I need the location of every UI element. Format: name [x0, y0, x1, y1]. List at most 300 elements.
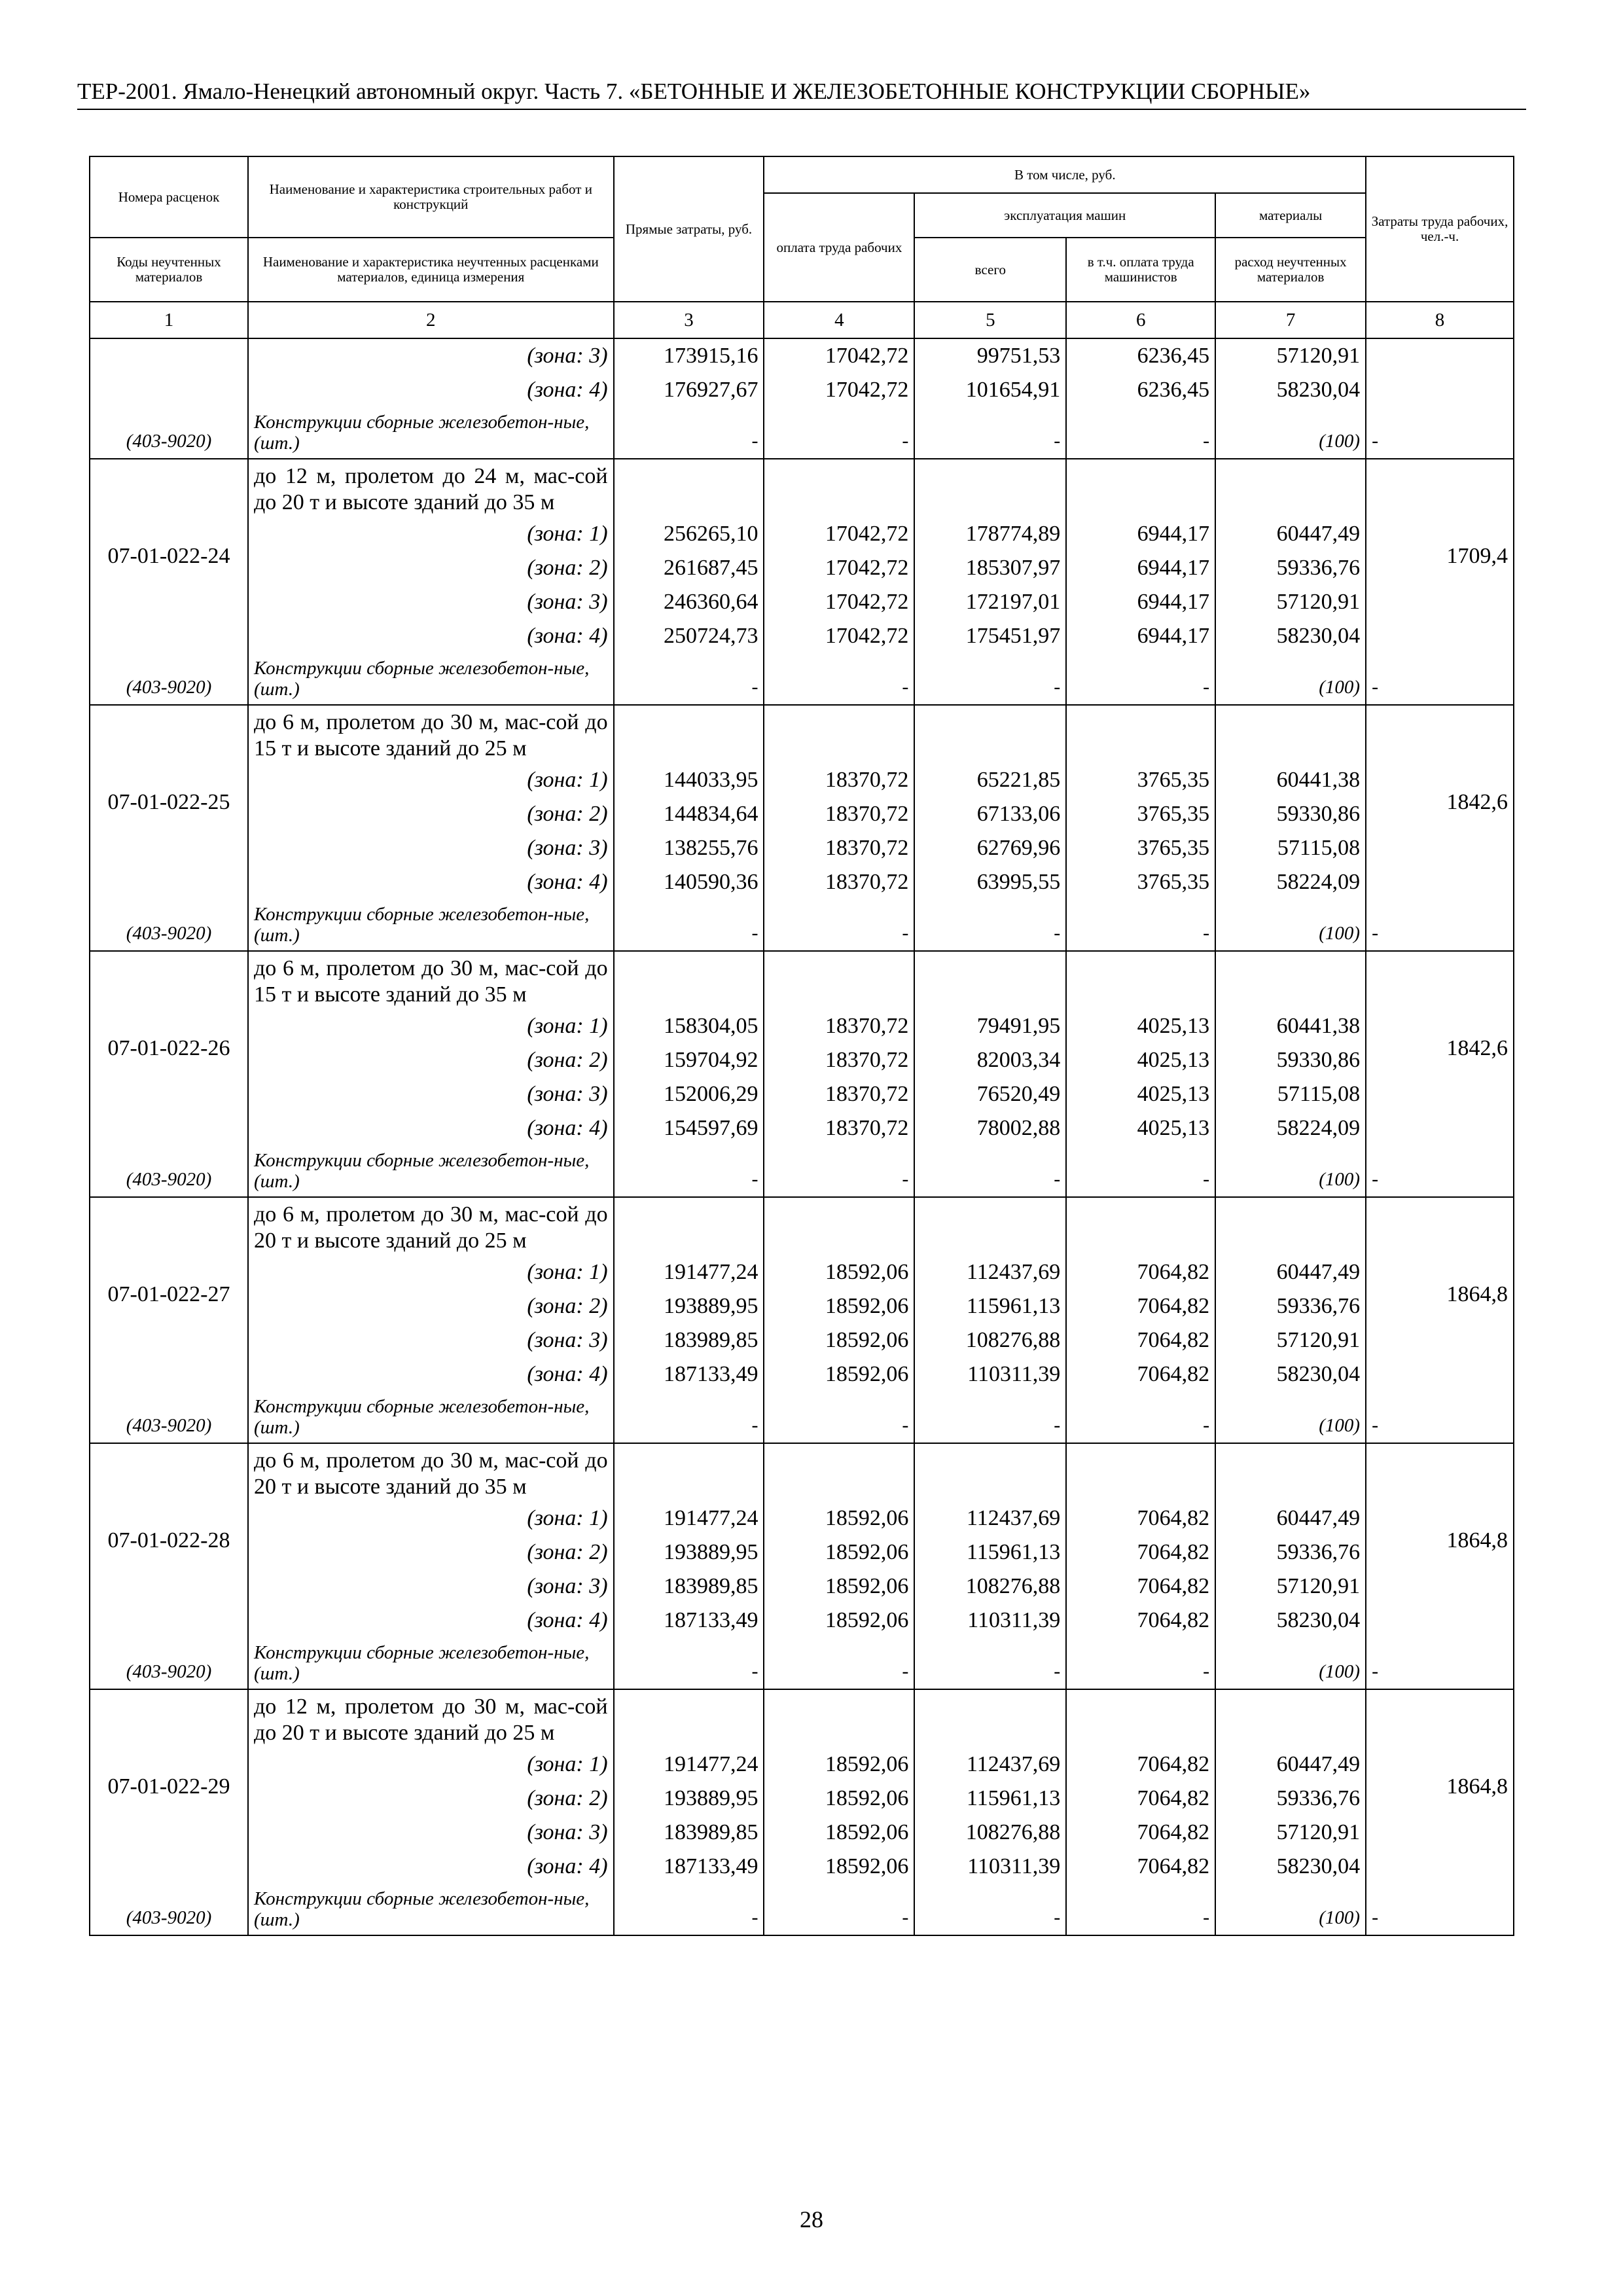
- empty-cell: [764, 1689, 914, 1748]
- machines-total-cell: 185307,97: [914, 551, 1066, 585]
- empty-cell: [1215, 951, 1366, 1009]
- materials-cell: 60447,49: [1215, 1748, 1366, 1782]
- labor-pay-cell: 17042,72: [764, 517, 914, 551]
- table-row: [90, 1782, 1514, 1816]
- empty-cell: [1215, 1197, 1366, 1255]
- empty-cell: [764, 705, 914, 763]
- labor-pay-cell: 18592,06: [764, 1748, 914, 1782]
- machines-total-dash: -: [914, 1391, 1066, 1443]
- empty-cell: [914, 951, 1066, 1009]
- labor-pay-cell: 18592,06: [764, 1535, 914, 1570]
- direct-costs-dash: -: [614, 1638, 764, 1689]
- rate-number: 07-01-022-29: [90, 1689, 248, 1884]
- zone-label: (зона: 1): [248, 1255, 614, 1289]
- machines-total-cell: 115961,13: [914, 1289, 1066, 1323]
- empty-cell: [614, 1197, 764, 1255]
- rate-number-cell: [90, 338, 248, 407]
- materials-cell: 57120,91: [1215, 1323, 1366, 1357]
- machinist-pay-cell: 7064,82: [1066, 1850, 1215, 1884]
- table-row: [90, 797, 1514, 831]
- col-num-2: 2: [248, 302, 614, 338]
- work-description: до 6 м, пролетом до 30 м, мас-сой до 20 т и высоте зданий до 25 м: [248, 1197, 614, 1255]
- col-machines-total-header: всего: [914, 238, 1066, 302]
- machines-total-dash: -: [914, 1884, 1066, 1935]
- zone-label: (зона: 1): [248, 763, 614, 797]
- machinist-pay-cell: 3765,35: [1066, 763, 1215, 797]
- direct-costs-cell: 140590,36: [614, 865, 764, 899]
- rate-number: 07-01-022-26: [90, 951, 248, 1145]
- direct-costs-cell: 191477,24: [614, 1501, 764, 1535]
- labor-pay-cell: 18592,06: [764, 1323, 914, 1357]
- labor-hours-dash: -: [1366, 1145, 1514, 1197]
- table-row: [90, 619, 1514, 653]
- table-row: [90, 1391, 1514, 1443]
- table-row: [90, 899, 1514, 951]
- machines-total-cell: 82003,34: [914, 1043, 1066, 1077]
- materials-cell: 57120,91: [1215, 338, 1366, 373]
- empty-cell: [614, 459, 764, 517]
- zone-label: (зона: 2): [248, 1289, 614, 1323]
- direct-costs-cell: 158304,05: [614, 1009, 764, 1043]
- direct-costs-cell: 152006,29: [614, 1077, 764, 1111]
- machines-total-dash: -: [914, 407, 1066, 459]
- materials-cell: 60441,38: [1215, 1009, 1366, 1043]
- table-row: [90, 338, 1514, 373]
- labor-hours: 1864,8: [1366, 1689, 1514, 1884]
- material-name: Конструкции сборные железобетон-ные, (шт.): [248, 1884, 614, 1935]
- materials-cell: 57120,91: [1215, 1570, 1366, 1604]
- empty-cell: [614, 1689, 764, 1748]
- zone-label: (зона: 1): [248, 1009, 614, 1043]
- labor-hours: 1709,4: [1366, 459, 1514, 653]
- labor-pay-dash: -: [764, 1391, 914, 1443]
- machines-total-cell: 112437,69: [914, 1748, 1066, 1782]
- machines-total-cell: 108276,88: [914, 1816, 1066, 1850]
- table-row: [90, 517, 1514, 551]
- zone-label: (зона: 4): [248, 619, 614, 653]
- table-row: [90, 1884, 1514, 1935]
- machinist-pay-cell: 7064,82: [1066, 1570, 1215, 1604]
- material-name: Конструкции сборные железобетон-ные, (шт.): [248, 1638, 614, 1689]
- labor-pay-cell: 17042,72: [764, 585, 914, 619]
- machinist-pay-cell: 6236,45: [1066, 373, 1215, 407]
- materials-cell: 57120,91: [1215, 1816, 1366, 1850]
- machines-total-cell: 65221,85: [914, 763, 1066, 797]
- materials-cell: 58230,04: [1215, 1850, 1366, 1884]
- labor-hours: 1864,8: [1366, 1443, 1514, 1638]
- labor-pay-cell: 18370,72: [764, 1077, 914, 1111]
- empty-cell: [1066, 951, 1215, 1009]
- empty-cell: [1066, 705, 1215, 763]
- table-row: [90, 865, 1514, 899]
- col-num-8: 8: [1366, 302, 1514, 338]
- machines-total-cell: 99751,53: [914, 338, 1066, 373]
- machines-total-cell: 101654,91: [914, 373, 1066, 407]
- material-quantity: (100): [1215, 407, 1366, 459]
- machinist-pay-cell: 7064,82: [1066, 1535, 1215, 1570]
- machinist-pay-cell: 7064,82: [1066, 1255, 1215, 1289]
- col-num-1: 1: [90, 302, 248, 338]
- machines-total-cell: 108276,88: [914, 1323, 1066, 1357]
- empty-cell: [1066, 1443, 1215, 1501]
- empty-cell: [1066, 1197, 1215, 1255]
- direct-costs-cell: 193889,95: [614, 1782, 764, 1816]
- table-row: [90, 551, 1514, 585]
- labor-pay-cell: 18592,06: [764, 1604, 914, 1638]
- labor-pay-cell: 18592,06: [764, 1357, 914, 1391]
- page-number: 28: [800, 2206, 823, 2233]
- direct-costs-cell: 159704,92: [614, 1043, 764, 1077]
- empty-cell: [614, 1443, 764, 1501]
- direct-costs-cell: 187133,49: [614, 1850, 764, 1884]
- materials-cell: 59336,76: [1215, 1782, 1366, 1816]
- zone-label: (зона: 3): [248, 1077, 614, 1111]
- direct-costs-cell: 183989,85: [614, 1323, 764, 1357]
- empty-cell: [764, 459, 914, 517]
- labor-hours: 1842,6: [1366, 951, 1514, 1145]
- materials-cell: 60447,49: [1215, 1255, 1366, 1289]
- labor-pay-dash: -: [764, 1638, 914, 1689]
- table-row: [90, 1111, 1514, 1145]
- direct-costs-dash: -: [614, 1145, 764, 1197]
- empty-cell: [914, 1443, 1066, 1501]
- work-description: до 12 м, пролетом до 30 м, мас-сой до 20 т и высоте зданий до 25 м: [248, 1689, 614, 1748]
- direct-costs-dash: -: [614, 1884, 764, 1935]
- direct-costs-cell: 187133,49: [614, 1604, 764, 1638]
- machines-total-cell: 115961,13: [914, 1535, 1066, 1570]
- labor-pay-cell: 18370,72: [764, 831, 914, 865]
- table-row: [90, 459, 1514, 517]
- labor-pay-cell: 17042,72: [764, 338, 914, 373]
- zone-label: (зона: 4): [248, 373, 614, 407]
- zone-label: (зона: 4): [248, 865, 614, 899]
- material-code: (403-9020): [90, 1145, 248, 1197]
- machinist-pay-dash: -: [1066, 1145, 1215, 1197]
- material-code: (403-9020): [90, 1638, 248, 1689]
- table-row: [90, 1850, 1514, 1884]
- empty-cell: [764, 951, 914, 1009]
- machinist-pay-cell: 7064,82: [1066, 1323, 1215, 1357]
- direct-costs-dash: -: [614, 653, 764, 705]
- empty-cell: [914, 1197, 1066, 1255]
- materials-cell: 60441,38: [1215, 763, 1366, 797]
- table-row: [90, 407, 1514, 459]
- machines-total-dash: -: [914, 899, 1066, 951]
- table-row: [90, 831, 1514, 865]
- labor-pay-dash: -: [764, 1884, 914, 1935]
- col-num-6: 6: [1066, 302, 1215, 338]
- machinist-pay-cell: 6944,17: [1066, 585, 1215, 619]
- machines-total-cell: 108276,88: [914, 1570, 1066, 1604]
- machinist-pay-cell: 6944,17: [1066, 551, 1215, 585]
- zone-label: (зона: 3): [248, 585, 614, 619]
- direct-costs-cell: 144834,64: [614, 797, 764, 831]
- table-row: [90, 653, 1514, 705]
- machines-total-cell: 110311,39: [914, 1604, 1066, 1638]
- empty-cell: [1066, 1689, 1215, 1748]
- machinist-pay-cell: 6944,17: [1066, 517, 1215, 551]
- machinist-pay-cell: 7064,82: [1066, 1782, 1215, 1816]
- work-description: до 12 м, пролетом до 24 м, мас-сой до 20 т и высоте зданий до 35 м: [248, 459, 614, 517]
- materials-cell: 60447,49: [1215, 517, 1366, 551]
- table-row: [90, 1145, 1514, 1197]
- zone-label: (зона: 2): [248, 1043, 614, 1077]
- rates-table: [89, 156, 1514, 1936]
- table-row: [90, 1077, 1514, 1111]
- table-row: [90, 1443, 1514, 1501]
- machines-total-cell: 79491,95: [914, 1009, 1066, 1043]
- materials-cell: 58230,04: [1215, 619, 1366, 653]
- machines-total-cell: 115961,13: [914, 1782, 1066, 1816]
- material-quantity: (100): [1215, 1638, 1366, 1689]
- machines-total-cell: 78002,88: [914, 1111, 1066, 1145]
- materials-cell: 58230,04: [1215, 1604, 1366, 1638]
- labor-pay-cell: 17042,72: [764, 619, 914, 653]
- labor-pay-cell: 18592,06: [764, 1501, 914, 1535]
- col-material-codes-header: Коды неучтенных материалов: [90, 238, 248, 302]
- rate-number: 07-01-022-25: [90, 705, 248, 899]
- table-row: [90, 705, 1514, 763]
- zone-label: (зона: 3): [248, 831, 614, 865]
- machinist-pay-dash: -: [1066, 1638, 1215, 1689]
- machinist-pay-cell: 7064,82: [1066, 1289, 1215, 1323]
- machinist-pay-dash: -: [1066, 653, 1215, 705]
- material-quantity: (100): [1215, 899, 1366, 951]
- zone-label: (зона: 3): [248, 1816, 614, 1850]
- material-code: (403-9020): [90, 1391, 248, 1443]
- direct-costs-cell: 261687,45: [614, 551, 764, 585]
- machinist-pay-cell: 3765,35: [1066, 797, 1215, 831]
- machinist-pay-cell: 4025,13: [1066, 1009, 1215, 1043]
- table-row: [90, 951, 1514, 1009]
- zone-label: (зона: 3): [248, 1570, 614, 1604]
- labor-pay-dash: -: [764, 407, 914, 459]
- materials-cell: 59336,76: [1215, 551, 1366, 585]
- direct-costs-cell: 193889,95: [614, 1535, 764, 1570]
- material-code: (403-9020): [90, 899, 248, 951]
- materials-cell: 58224,09: [1215, 865, 1366, 899]
- zone-label: (зона: 4): [248, 1111, 614, 1145]
- direct-costs-cell: 246360,64: [614, 585, 764, 619]
- labor-pay-cell: 18370,72: [764, 763, 914, 797]
- table-row: [90, 1535, 1514, 1570]
- machinist-pay-cell: 3765,35: [1066, 831, 1215, 865]
- empty-cell: [764, 1443, 914, 1501]
- col-labor-hours-header: Затраты труда рабочих, чел.-ч.: [1366, 156, 1514, 302]
- material-name: Конструкции сборные железобетон-ные, (шт.): [248, 407, 614, 459]
- machinist-pay-dash: -: [1066, 407, 1215, 459]
- labor-pay-cell: 18592,06: [764, 1816, 914, 1850]
- direct-costs-cell: 138255,76: [614, 831, 764, 865]
- labor-hours: 1842,6: [1366, 705, 1514, 899]
- table-row: [90, 1009, 1514, 1043]
- machines-total-cell: 110311,39: [914, 1357, 1066, 1391]
- table-row: [90, 1689, 1514, 1748]
- direct-costs-cell: 183989,85: [614, 1570, 764, 1604]
- col-num-5: 5: [914, 302, 1066, 338]
- machines-total-cell: 67133,06: [914, 797, 1066, 831]
- labor-pay-cell: 18370,72: [764, 1111, 914, 1145]
- machines-total-dash: -: [914, 1638, 1066, 1689]
- material-quantity: (100): [1215, 1884, 1366, 1935]
- col-rate-number-header: Номера расценок: [90, 156, 248, 238]
- empty-cell: [614, 951, 764, 1009]
- machines-total-cell: 178774,89: [914, 517, 1066, 551]
- col-work-name-header: Наименование и характеристика строительных работ и конструкций: [248, 156, 614, 238]
- direct-costs-cell: 187133,49: [614, 1357, 764, 1391]
- zone-label: (зона: 3): [248, 338, 614, 373]
- zone-label: (зона: 4): [248, 1357, 614, 1391]
- direct-costs-cell: 183989,85: [614, 1816, 764, 1850]
- labor-pay-cell: 17042,72: [764, 373, 914, 407]
- labor-pay-cell: 18370,72: [764, 1009, 914, 1043]
- material-code: (403-9020): [90, 1884, 248, 1935]
- labor-pay-cell: 18592,06: [764, 1782, 914, 1816]
- empty-cell: [1066, 459, 1215, 517]
- machines-total-dash: -: [914, 653, 1066, 705]
- table-row: [90, 1570, 1514, 1604]
- direct-costs-cell: 191477,24: [614, 1255, 764, 1289]
- machinist-pay-cell: 7064,82: [1066, 1748, 1215, 1782]
- material-name: Конструкции сборные железобетон-ные, (шт.): [248, 899, 614, 951]
- direct-costs-cell: 154597,69: [614, 1111, 764, 1145]
- labor-pay-cell: 18370,72: [764, 797, 914, 831]
- machinist-pay-cell: 7064,82: [1066, 1357, 1215, 1391]
- direct-costs-cell: 193889,95: [614, 1289, 764, 1323]
- machinist-pay-cell: 4025,13: [1066, 1111, 1215, 1145]
- machinist-pay-dash: -: [1066, 1884, 1215, 1935]
- machines-total-cell: 76520,49: [914, 1077, 1066, 1111]
- col-num-4: 4: [764, 302, 914, 338]
- labor-pay-cell: 18370,72: [764, 865, 914, 899]
- zone-label: (зона: 1): [248, 517, 614, 551]
- machines-total-cell: 110311,39: [914, 1850, 1066, 1884]
- machines-total-cell: 112437,69: [914, 1501, 1066, 1535]
- material-quantity: (100): [1215, 1391, 1366, 1443]
- materials-cell: 57115,08: [1215, 1077, 1366, 1111]
- table-body: [90, 338, 1514, 1935]
- materials-cell: 59330,86: [1215, 1043, 1366, 1077]
- material-name: Конструкции сборные железобетон-ные, (шт.): [248, 1391, 614, 1443]
- zone-label: (зона: 2): [248, 1535, 614, 1570]
- table-row: [90, 1816, 1514, 1850]
- machinist-pay-cell: 3765,35: [1066, 865, 1215, 899]
- labor-hours-dash: -: [1366, 407, 1514, 459]
- machinist-pay-dash: -: [1066, 1391, 1215, 1443]
- table-row: [90, 585, 1514, 619]
- direct-costs-cell: 176927,67: [614, 373, 764, 407]
- direct-costs-dash: -: [614, 899, 764, 951]
- empty-cell: [614, 705, 764, 763]
- col-machinist-pay-header: в т.ч. оплата труда машинистов: [1066, 238, 1215, 302]
- table-row: [90, 1357, 1514, 1391]
- table-row: [90, 763, 1514, 797]
- labor-hours-dash: -: [1366, 899, 1514, 951]
- labor-hours-dash: -: [1366, 1391, 1514, 1443]
- materials-cell: 58230,04: [1215, 373, 1366, 407]
- empty-cell: [1215, 1689, 1366, 1748]
- work-description: до 6 м, пролетом до 30 м, мас-сой до 15 т и высоте зданий до 25 м: [248, 705, 614, 763]
- empty-cell: [1215, 459, 1366, 517]
- empty-cell: [914, 705, 1066, 763]
- materials-cell: 59336,76: [1215, 1289, 1366, 1323]
- direct-costs-cell: 144033,95: [614, 763, 764, 797]
- table-row: [90, 1638, 1514, 1689]
- labor-pay-cell: 18592,06: [764, 1570, 914, 1604]
- col-material-usage-header: расход неучтенных материалов: [1215, 238, 1366, 302]
- labor-pay-cell: 17042,72: [764, 551, 914, 585]
- machinist-pay-cell: 4025,13: [1066, 1043, 1215, 1077]
- machinist-pay-cell: 6236,45: [1066, 338, 1215, 373]
- table-row: [90, 373, 1514, 407]
- empty-cell: [914, 1689, 1066, 1748]
- materials-cell: 57115,08: [1215, 831, 1366, 865]
- zone-label: (зона: 3): [248, 1323, 614, 1357]
- empty-cell: [914, 459, 1066, 517]
- direct-costs-dash: -: [614, 1391, 764, 1443]
- zone-label: (зона: 2): [248, 1782, 614, 1816]
- labor-pay-cell: 18370,72: [764, 1043, 914, 1077]
- material-code: (403-9020): [90, 407, 248, 459]
- machines-total-cell: 172197,01: [914, 585, 1066, 619]
- col-num-7: 7: [1215, 302, 1366, 338]
- labor-hours: 1864,8: [1366, 1197, 1514, 1391]
- labor-pay-cell: 18592,06: [764, 1850, 914, 1884]
- machinist-pay-cell: 7064,82: [1066, 1604, 1215, 1638]
- labor-pay-cell: 18592,06: [764, 1289, 914, 1323]
- labor-pay-cell: 18592,06: [764, 1255, 914, 1289]
- table-row: [90, 1604, 1514, 1638]
- materials-cell: 60447,49: [1215, 1501, 1366, 1535]
- materials-cell: 59330,86: [1215, 797, 1366, 831]
- table-row: [90, 1501, 1514, 1535]
- material-name: Конструкции сборные железобетон-ные, (шт.): [248, 653, 614, 705]
- col-machines-header: эксплуатация машин: [914, 193, 1215, 238]
- direct-costs-cell: 250724,73: [614, 619, 764, 653]
- empty-cell: [1215, 1443, 1366, 1501]
- zone-label: (зона: 1): [248, 1501, 614, 1535]
- col-labor-pay-header: оплата труда рабочих: [764, 193, 914, 302]
- col-material-names-header: Наименование и характеристика неучтенных расценками материалов, единица измерения: [248, 238, 614, 302]
- labor-hours-dash: -: [1366, 1884, 1514, 1935]
- col-num-3: 3: [614, 302, 764, 338]
- zone-label: (зона: 4): [248, 1604, 614, 1638]
- direct-costs-cell: 256265,10: [614, 517, 764, 551]
- material-code: (403-9020): [90, 653, 248, 705]
- machinist-pay-dash: -: [1066, 899, 1215, 951]
- direct-costs-cell: 173915,16: [614, 338, 764, 373]
- material-quantity: (100): [1215, 653, 1366, 705]
- machinist-pay-cell: 7064,82: [1066, 1501, 1215, 1535]
- direct-costs-cell: 191477,24: [614, 1748, 764, 1782]
- rate-number: 07-01-022-24: [90, 459, 248, 653]
- table-row: [90, 1043, 1514, 1077]
- machines-total-cell: 175451,97: [914, 619, 1066, 653]
- col-materials-header: материалы: [1215, 193, 1366, 238]
- labor-hours-dash: -: [1366, 653, 1514, 705]
- labor-pay-dash: -: [764, 899, 914, 951]
- machinist-pay-cell: 6944,17: [1066, 619, 1215, 653]
- rate-number: 07-01-022-27: [90, 1197, 248, 1391]
- machines-total-cell: 63995,55: [914, 865, 1066, 899]
- zone-label: (зона: 2): [248, 551, 614, 585]
- materials-cell: 58224,09: [1215, 1111, 1366, 1145]
- materials-cell: 57120,91: [1215, 585, 1366, 619]
- machinist-pay-cell: 7064,82: [1066, 1816, 1215, 1850]
- table-row: [90, 1748, 1514, 1782]
- material-quantity: (100): [1215, 1145, 1366, 1197]
- empty-cell: [1215, 705, 1366, 763]
